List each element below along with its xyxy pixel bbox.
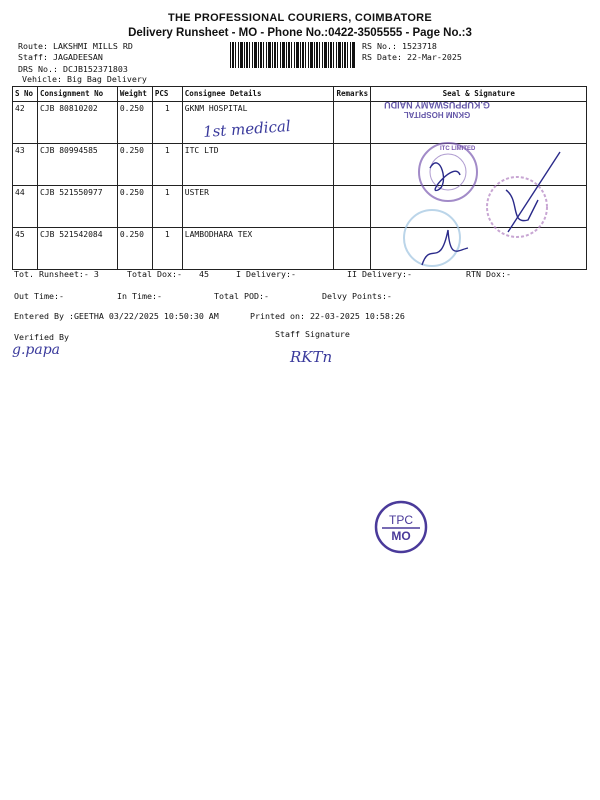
col-header-seal: Seal & Signature (371, 87, 587, 102)
cell-pcs: 1 (152, 102, 182, 144)
runsheet-subtitle: Delivery Runsheet - MO - Phone No.:0422-3505555 - Page No.:3 (128, 27, 472, 39)
total-dox-label: Total Dox:- (127, 269, 182, 279)
cell-weight: 0.250 (117, 102, 152, 144)
itc-stamp-text: ITC LIMITED (440, 146, 476, 152)
tot-runsheet: Tot. Runsheet:- 3 (14, 269, 99, 279)
cell-consignee: LAMBODHARA TEX (182, 228, 334, 270)
cell-consignee: GKNM HOSPITAL (182, 102, 334, 144)
hospital-stamp-line1: GKNM HOSPITAL (403, 110, 471, 119)
cell-sno: 43 (13, 144, 38, 186)
entered-by: Entered By :GEETHA 03/22/2025 10:50:30 AM (14, 311, 219, 321)
rs-number: RS No.: 1523718 (362, 41, 437, 51)
route-text: Route: LAKSHMI MILLS RD (18, 41, 133, 51)
vehicle-text: Vehicle: Big Bag Delivery (22, 74, 147, 84)
cell-consignee: ITC LTD (182, 144, 334, 186)
cell-remarks (334, 144, 371, 186)
cell-weight: 0.250 (117, 186, 152, 228)
out-time: Out Time:- (14, 291, 64, 301)
cell-consignment: CJB 521542084 (37, 228, 117, 270)
barcode (230, 42, 355, 68)
cell-consignment: CJB 521550977 (37, 186, 117, 228)
hospital-stamp (372, 100, 502, 119)
signature-scribbles (410, 130, 580, 280)
printed-on: Printed on: 22-03-2025 10:58:26 (250, 311, 405, 321)
verified-by-label: Verified By (14, 332, 69, 342)
cell-consignment: CJB 80810202 (37, 102, 117, 144)
col-header-consignment: Consignment No (37, 87, 117, 102)
col-header-sno: S No (13, 87, 38, 102)
staff-signature: RKTn (290, 348, 333, 366)
cell-remarks (334, 186, 371, 228)
i-delivery: I Delivery:- (236, 269, 296, 279)
cell-weight: 0.250 (117, 228, 152, 270)
company-title: THE PROFESSIONAL COURIERS, COIMBATORE (167, 12, 433, 24)
total-pod: Total POD:- (214, 291, 269, 301)
col-header-remarks: Remarks (334, 87, 371, 102)
cell-sno: 44 (13, 186, 38, 228)
cell-weight: 0.250 (117, 144, 152, 186)
ii-delivery: II Delivery:- (347, 269, 412, 279)
rtn-dox: RTN Dox:- (466, 269, 511, 279)
col-header-consignee: Consignee Details (182, 87, 334, 102)
handwritten-note: 1st medical (202, 116, 292, 142)
staff-text: Staff: JAGADEESAN (18, 52, 103, 62)
tpc-stamp-top: TPC (389, 513, 413, 527)
cell-pcs: 1 (152, 144, 182, 186)
col-header-weight: Weight (117, 87, 152, 102)
verifier-signature: g.papa (12, 342, 61, 358)
cell-sno: 45 (13, 228, 38, 270)
tpc-stamp (374, 500, 428, 554)
total-dox-value: 45 (199, 269, 209, 279)
cell-consignee: USTER (182, 186, 334, 228)
cell-consignment: CJB 80994585 (37, 144, 117, 186)
cell-sno: 42 (13, 102, 38, 144)
cell-remarks (334, 102, 371, 144)
cell-pcs: 1 (152, 186, 182, 228)
staff-signature-label: Staff Signature (275, 329, 350, 339)
tpc-stamp-bottom: MO (391, 529, 411, 543)
delvy-points: Delvy Points:- (322, 291, 392, 301)
drs-number: DRS No.: DCJB152371803 (18, 64, 128, 74)
cell-remarks (334, 228, 371, 270)
col-header-pcs: PCS (152, 87, 182, 102)
rs-date: RS Date: 22-Mar-2025 (362, 52, 462, 62)
in-time: In Time:- (117, 291, 162, 301)
cell-pcs: 1 (152, 228, 182, 270)
hospital-stamp-line2: G.KUPPUSWAMY NAIDU (384, 100, 490, 110)
